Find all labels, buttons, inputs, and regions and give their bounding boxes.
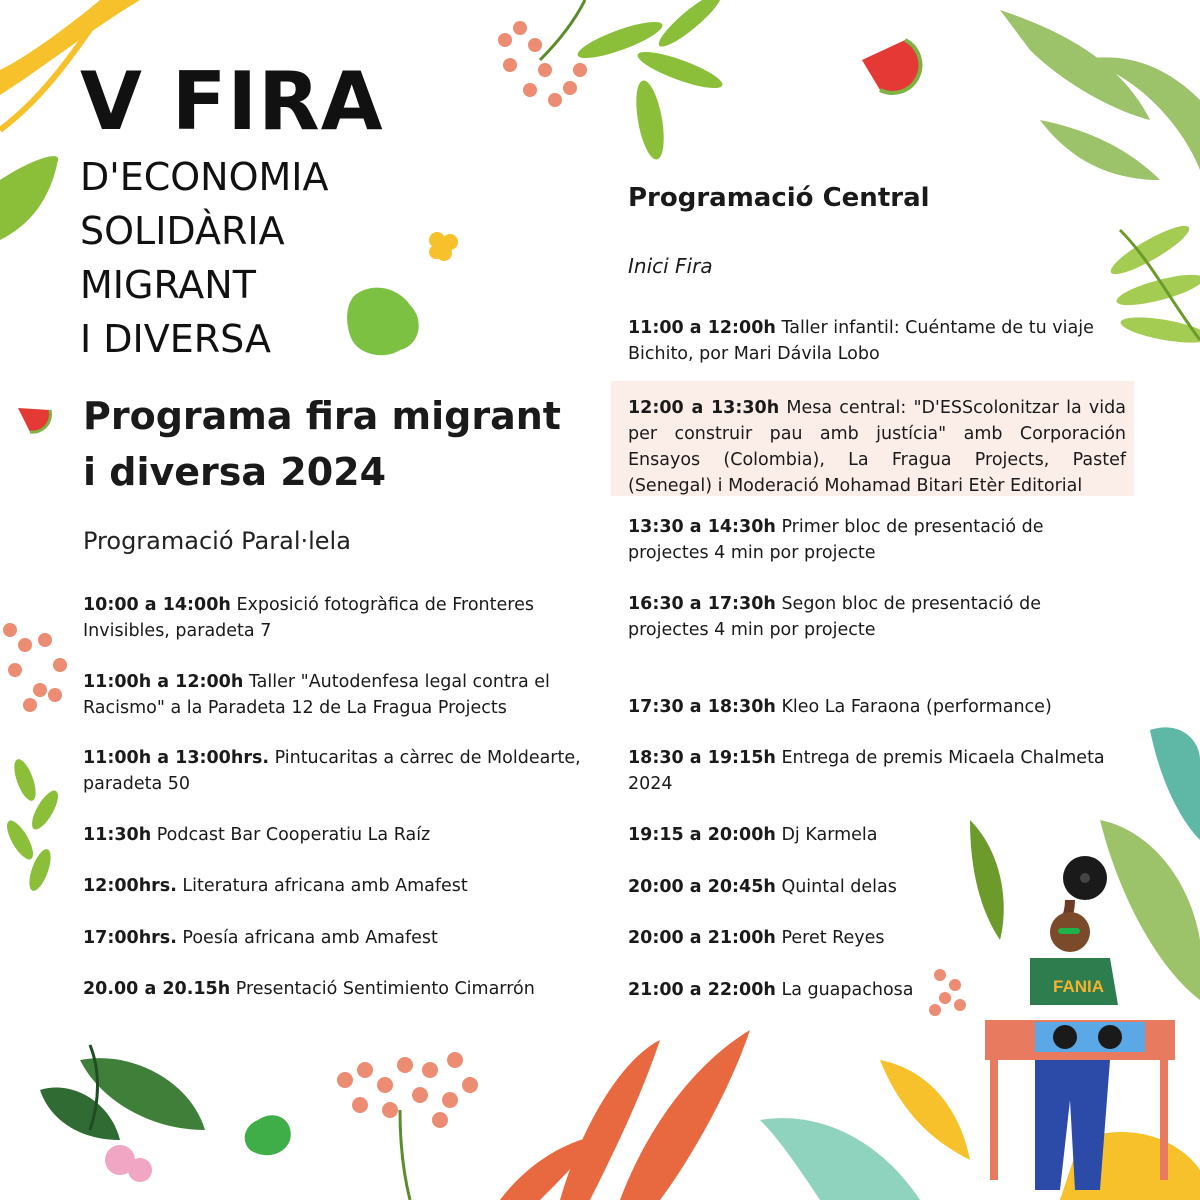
- subtitle-line: I DIVERSA: [80, 317, 271, 361]
- green-heart-leaf: [245, 1115, 291, 1155]
- item-text: Literatura africana amb Amafest: [176, 876, 468, 896]
- watermelon-icon: [862, 40, 920, 93]
- list-item: [628, 977, 1126, 1003]
- item-text: Poesía africana amb Amafest: [176, 928, 438, 948]
- list-item: [83, 976, 583, 1002]
- program-title-line-1: Programa fira migrant: [83, 394, 561, 438]
- yellow-flower-icon: [429, 232, 458, 261]
- item-text: Kleo La Faraona (performance): [775, 697, 1052, 717]
- item-text: Podcast Bar Cooperatiu La Raíz: [151, 825, 431, 845]
- item-time: 11:00 a 12:00h: [628, 318, 776, 338]
- parallel-program-heading: Programació Paral·lela: [83, 527, 351, 555]
- program-title: [83, 388, 603, 500]
- subtitle-line: SOLIDÀRIA: [80, 209, 285, 253]
- fair-start-label: Inici Fira: [628, 254, 713, 278]
- list-item: [628, 745, 1126, 797]
- list-item: [628, 591, 1126, 643]
- coral-flowers-left: [3, 623, 67, 712]
- list-item: [628, 874, 1126, 900]
- subtitle-line: D'ECONOMIA: [80, 155, 329, 199]
- list-item: [628, 315, 1126, 367]
- list-item: [83, 669, 563, 721]
- green-leaves-top-right: [1000, 10, 1200, 180]
- teal-leaf-bottom: [760, 1118, 920, 1200]
- watermelon-icon-left: [18, 408, 50, 432]
- item-time: 11:30h: [83, 825, 152, 845]
- list-item: [83, 592, 553, 644]
- item-text: La guapachosa: [775, 980, 914, 1000]
- item-time: 16:30 a 17:30h: [628, 594, 776, 614]
- item-text: Pintucaritas a càrrec de Moldearte, paradeta 50: [83, 748, 581, 794]
- item-text: Peret Reyes: [775, 928, 885, 948]
- item-text: Segon bloc de presentació de projectes 4 min por projecte: [628, 594, 1041, 640]
- turntable-right: [1098, 1025, 1122, 1049]
- subtitle-line: MIGRANT: [80, 263, 256, 307]
- item-text: Primer bloc de presentació de projectes 4 min por projecte: [628, 517, 1044, 563]
- list-item: [83, 873, 583, 899]
- item-text: Mesa central: "D'ESScolonitzar la vida per construir pau amb justícia" amb Corporación Ensayos (Colombia), La Fragua Projects, Pastef (Senegal) i Moderació Mohamad Bitari Etèr Editorial: [628, 398, 1126, 496]
- item-time: 17:00hrs.: [83, 928, 177, 948]
- orange-palm-bottom: [500, 1030, 750, 1200]
- item-time: 20.00 a 20.15h: [83, 979, 231, 999]
- item-time: 13:30 a 14:30h: [628, 517, 776, 537]
- item-time: 11:00h a 12:00h: [83, 672, 244, 692]
- item-time: 12:00hrs.: [83, 876, 177, 896]
- green-blob-leaf: [347, 288, 419, 356]
- turntable-left: [1053, 1025, 1077, 1049]
- item-text: Exposició fotogràfica de Fronteres Invisibles, paradeta 7: [83, 595, 534, 641]
- list-item: [628, 514, 1126, 566]
- fair-subtitle: [80, 150, 328, 366]
- list-item: [628, 925, 1126, 951]
- dark-green-leaves-bottom-left: [40, 1045, 205, 1140]
- dj-shirt-text: FANIA: [1053, 977, 1104, 996]
- item-time: 12:00 a 13:30h: [628, 398, 780, 418]
- item-text: Taller "Autodenfesa legal contra el Racismo" a la Paradeta 12 de La Fragua Projects: [83, 672, 550, 718]
- coral-flowers-top: [498, 21, 587, 107]
- item-time: 17:30 a 18:30h: [628, 697, 776, 717]
- item-text: Presentació Sentimiento Cimarrón: [230, 979, 535, 999]
- item-time: 21:00 a 22:00h: [628, 980, 776, 1000]
- green-sprig-left: [2, 757, 63, 894]
- item-time: 10:00 a 14:00h: [83, 595, 231, 615]
- item-time: 19:15 a 20:00h: [628, 825, 776, 845]
- item-time: 18:30 a 19:15h: [628, 748, 776, 768]
- green-leaves-top: [574, 0, 726, 161]
- item-text: Taller infantil: Cuéntame de tu viaje Bichito, por Mari Dávila Lobo: [628, 318, 1094, 364]
- item-text: Entrega de premis Micaela Chalmeta 2024: [628, 748, 1105, 794]
- list-item: [628, 822, 1126, 848]
- list-item-highlighted: [628, 395, 1126, 499]
- central-program-heading: Programació Central: [628, 183, 930, 213]
- list-item: [83, 822, 583, 848]
- item-time: 20:00 a 20:45h: [628, 877, 776, 897]
- item-text: Dj Karmela: [775, 825, 878, 845]
- fair-title-big: V FIRA: [80, 55, 384, 148]
- green-leaf-left: [0, 156, 58, 240]
- pink-flower-icon: [105, 1145, 152, 1182]
- list-item: [83, 745, 583, 797]
- item-text: Quintal delas: [775, 877, 897, 897]
- program-title-line-2: i diversa 2024: [83, 450, 387, 494]
- item-time: 11:00h a 13:00hrs.: [83, 748, 270, 768]
- coral-flowers-bottom: [337, 1052, 478, 1128]
- item-time: 20:00 a 21:00h: [628, 928, 776, 948]
- list-item: [83, 925, 583, 951]
- list-item: [628, 694, 1126, 720]
